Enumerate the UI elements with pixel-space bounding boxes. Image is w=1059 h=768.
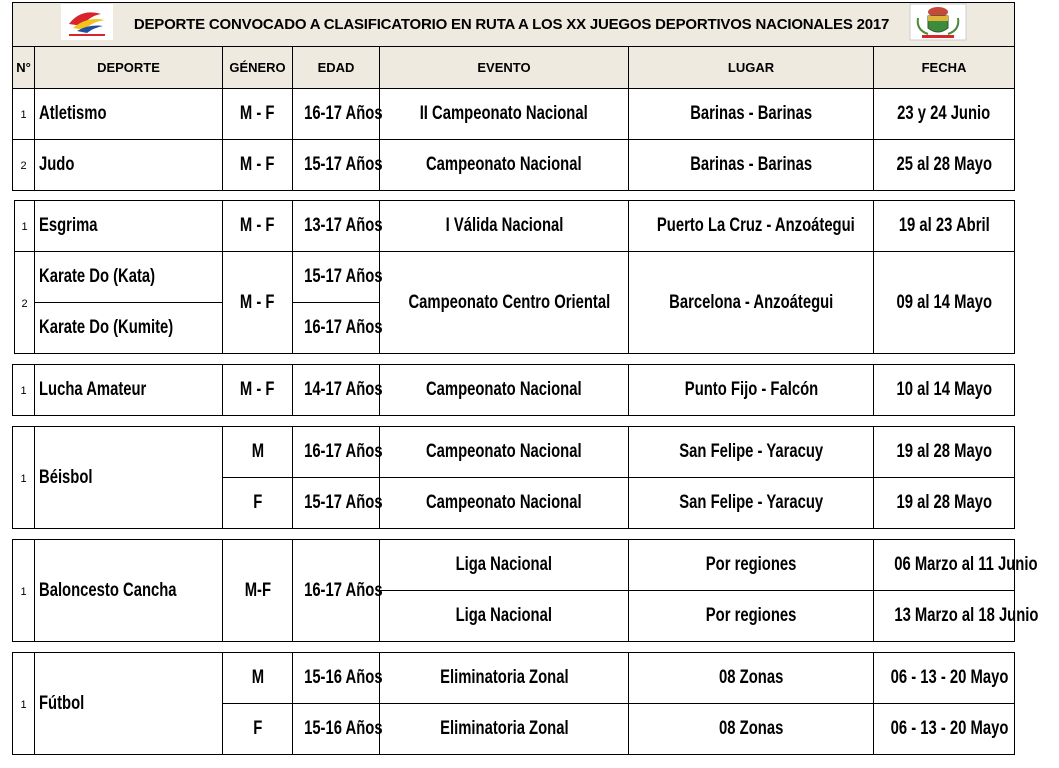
location: Barinas - Barinas xyxy=(629,89,874,140)
location: Puerto La Cruz - Anzoátegui xyxy=(629,201,874,252)
gender: M - F xyxy=(223,365,293,416)
row-number: 1 xyxy=(13,365,35,416)
date: 19 al 28 Mayo xyxy=(874,478,1015,529)
age-range: 16-17 Años xyxy=(293,540,380,642)
sport-name: Atletismo xyxy=(35,89,223,140)
row-number: 2 xyxy=(13,140,35,191)
age-range: 16-17 Años xyxy=(293,303,380,354)
location: Punto Fijo - Falcón xyxy=(629,365,874,416)
gender: M - F xyxy=(223,140,293,191)
date: 10 al 14 Mayo xyxy=(874,365,1015,416)
location: Barcelona - Anzoátegui xyxy=(629,252,874,354)
table-row xyxy=(13,365,1015,416)
event: Eliminatoria Zonal xyxy=(380,704,629,755)
age-range: 15-17 Años xyxy=(293,252,380,303)
table-row xyxy=(13,540,1015,591)
age-range: 15-16 Años xyxy=(293,653,380,704)
location: San Felipe - Yaracuy xyxy=(629,427,874,478)
location: 08 Zonas xyxy=(629,704,874,755)
gender: M xyxy=(223,653,293,704)
sport-name: Fútbol xyxy=(35,653,223,755)
row-number: 1 xyxy=(13,89,35,140)
gender: M - F xyxy=(223,201,293,252)
table-row xyxy=(13,653,1015,704)
block-lucha xyxy=(12,364,1015,416)
sport-name: Karate Do (Kata) xyxy=(35,252,223,303)
event: Liga Nacional xyxy=(380,540,629,591)
column-header-deporte: DEPORTE xyxy=(35,47,223,89)
event: Liga Nacional xyxy=(380,591,629,642)
row-number: 2 xyxy=(15,252,35,354)
location: Por regiones xyxy=(629,540,874,591)
table-row xyxy=(15,252,1015,303)
table-row xyxy=(13,140,1015,191)
block-futbol xyxy=(12,652,1015,755)
gender: M-F xyxy=(223,540,293,642)
page-title: DEPORTE CONVOCADO A CLASIFICATORIO EN RUTA A LOS XX JUEGOS DEPORTIVOS NACIONALES 2017 xyxy=(133,16,890,33)
sport-name: Baloncesto Cancha xyxy=(35,540,223,642)
sport-name: Karate Do (Kumite) xyxy=(35,303,223,354)
date: 23 y 24 Junio xyxy=(874,89,1015,140)
event: I Válida Nacional xyxy=(380,201,629,252)
header-table xyxy=(12,2,1015,89)
table-row xyxy=(13,89,1015,140)
date: 09 al 14 Mayo xyxy=(874,252,1015,354)
date: 19 al 23 Abril xyxy=(874,201,1015,252)
age-range: 13-17 Años xyxy=(293,201,380,252)
gender: M xyxy=(223,427,293,478)
block-atletismo-judo xyxy=(12,88,1015,191)
location: Barinas - Barinas xyxy=(629,140,874,191)
gender: M - F xyxy=(223,252,293,354)
age-range: 15-16 Años xyxy=(293,704,380,755)
event: Campeonato Nacional xyxy=(380,365,629,416)
table-row xyxy=(13,427,1015,478)
date: 06 - 13 - 20 Mayo xyxy=(874,704,1015,755)
column-header-genero: GÉNERO xyxy=(223,47,293,89)
row-number: 1 xyxy=(13,540,35,642)
sport-name: Béisbol xyxy=(35,427,223,529)
sport-name: Lucha Amateur xyxy=(35,365,223,416)
event: Campeonato Centro Oriental xyxy=(380,252,629,354)
column-header-edad: EDAD xyxy=(293,47,380,89)
date: 13 Marzo al 18 Junio xyxy=(874,591,1015,642)
event: Eliminatoria Zonal xyxy=(380,653,629,704)
date: 06 - 13 - 20 Mayo xyxy=(874,653,1015,704)
event: II Campeonato Nacional xyxy=(380,89,629,140)
title-row xyxy=(13,3,1015,47)
event: Campeonato Nacional xyxy=(380,140,629,191)
gender: F xyxy=(223,704,293,755)
table-row xyxy=(15,201,1015,252)
event: Campeonato Nacional xyxy=(380,478,629,529)
date: 19 al 28 Mayo xyxy=(874,427,1015,478)
location: 08 Zonas xyxy=(629,653,874,704)
block-baloncesto xyxy=(12,539,1039,642)
age-range: 16-17 Años xyxy=(293,89,380,140)
location: San Felipe - Yaracuy xyxy=(629,478,874,529)
date: 06 Marzo al 11 Junio xyxy=(874,540,1015,591)
age-range: 15-17 Años xyxy=(293,478,380,529)
column-header-evento: EVENTO xyxy=(380,47,629,89)
location: Por regiones xyxy=(629,591,874,642)
column-header-fecha: FECHA xyxy=(874,47,1015,89)
gender: M - F xyxy=(223,89,293,140)
column-header-lugar: LUGAR xyxy=(629,47,874,89)
row-number: 1 xyxy=(13,427,35,529)
event: Campeonato Nacional xyxy=(380,427,629,478)
age-range: 15-17 Años xyxy=(293,140,380,191)
state-coat-of-arms-icon xyxy=(910,4,966,45)
column-header-num: N° xyxy=(13,47,35,89)
sports-federation-logo-icon xyxy=(61,4,113,45)
sport-name: Judo xyxy=(35,140,223,191)
age-range: 14-17 Años xyxy=(293,365,380,416)
age-range: 16-17 Años xyxy=(293,427,380,478)
sport-name: Esgrima xyxy=(35,201,223,252)
gender: F xyxy=(223,478,293,529)
date: 25 al 28 Mayo xyxy=(874,140,1015,191)
row-number: 1 xyxy=(15,201,35,252)
block-beisbol xyxy=(12,426,1015,529)
row-number: 1 xyxy=(13,653,35,755)
block-esgrima-karate xyxy=(14,200,1015,354)
